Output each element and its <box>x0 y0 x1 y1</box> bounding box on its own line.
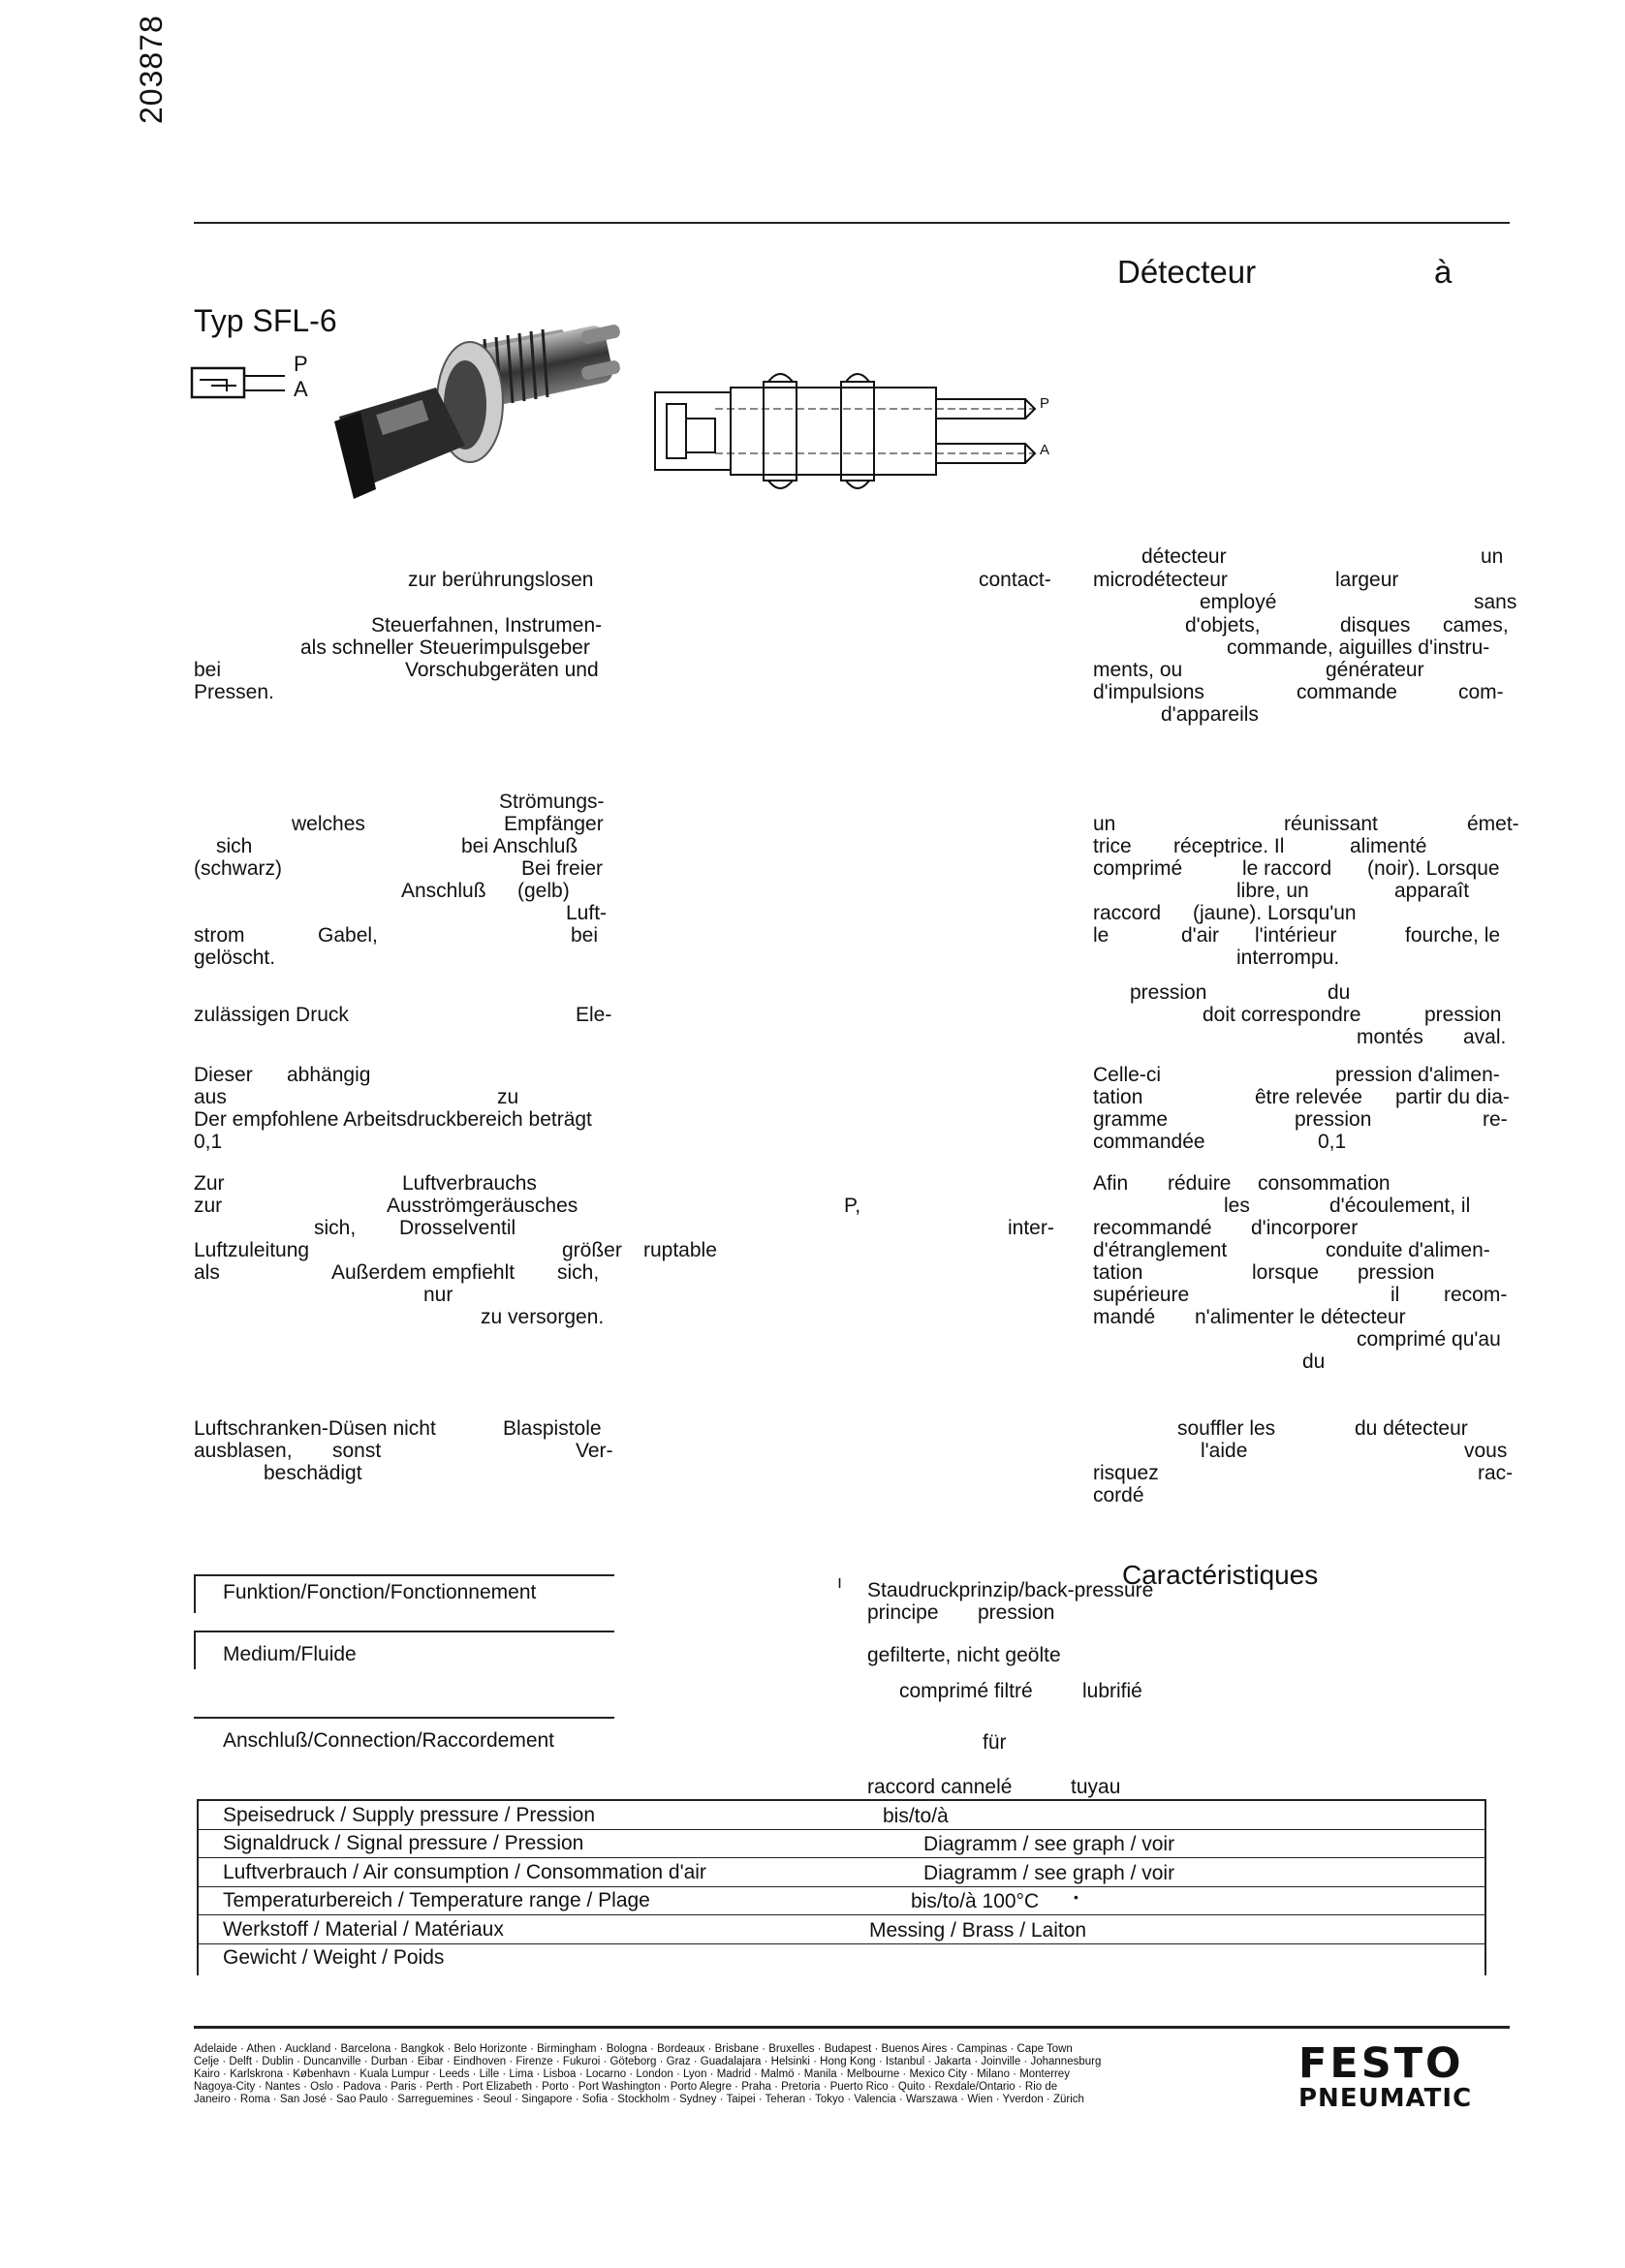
s5-fr-10: tation <box>1093 1261 1143 1284</box>
s2-de-1: Strömungs- <box>499 791 605 813</box>
s3-fr-5: montés <box>1357 1026 1423 1048</box>
s1-fr-12: générateur <box>1326 659 1424 681</box>
s5-fr-4: les <box>1224 1195 1250 1217</box>
char-value-medium-2: comprimé filtré <box>899 1680 1033 1702</box>
table-label-air: Luftverbrauch / Air consumption / Consommation d'air <box>223 1861 706 1883</box>
s1-fr-2: un <box>1481 545 1504 568</box>
s6-de-4: sonst <box>332 1440 382 1462</box>
s4-de-4: zu <box>497 1086 519 1108</box>
s5-en-1: P, <box>844 1195 861 1217</box>
s2-fr-7: comprimé <box>1093 857 1183 880</box>
s5-fr-17: n'alimenter le détecteur <box>1195 1306 1406 1328</box>
s5-fr-8: d'étranglement <box>1093 1239 1228 1261</box>
upper-mark: ı <box>837 1572 843 1592</box>
s1-de-6: Pressen. <box>194 681 274 703</box>
char-value-connection-3: tuyau <box>1071 1776 1121 1798</box>
table-rule-4 <box>197 1914 1485 1915</box>
s5-de-11: sich, <box>557 1261 600 1284</box>
s3-fr-1: pression <box>1130 981 1207 1004</box>
table-label-material: Werkstoff / Material / Matériaux <box>223 1918 504 1941</box>
s5-fr-16: mandé <box>1093 1306 1156 1328</box>
s6-fr-6: rac- <box>1478 1462 1514 1484</box>
drawing-port-a: A <box>1040 442 1050 458</box>
s1-fr-8: disques <box>1340 614 1411 637</box>
table-label-supply: Speisedruck / Supply pressure / Pression <box>223 1804 596 1826</box>
s2-de-3: Empfänger <box>504 813 604 835</box>
s3-fr-4: pression <box>1424 1004 1502 1026</box>
s3-de-1: zulässigen Druck <box>194 1004 349 1026</box>
s2-de-7: Bei freier <box>521 857 604 880</box>
s5-de-8: größer <box>562 1239 622 1261</box>
s2-de-2: welches <box>292 813 365 835</box>
s5-de-7: Luftzuleitung <box>194 1239 310 1261</box>
s6-fr-7: cordé <box>1093 1484 1144 1507</box>
s3-fr-2: du <box>1328 981 1351 1004</box>
s1-de-4: bei <box>194 659 222 681</box>
s2-de-4: sich <box>216 835 253 857</box>
s1-fr-14: commande <box>1297 681 1397 703</box>
char-value-function-1: Staudruckprinzip/back-pressure <box>867 1579 1154 1601</box>
s1-fr-15: com- <box>1458 681 1504 703</box>
s4-de-1: Dieser <box>194 1064 253 1086</box>
s2-de-12: Gabel, <box>318 924 378 947</box>
s1-fr-16: d'appareils <box>1161 703 1259 726</box>
upper-rule-1 <box>194 1574 614 1576</box>
s4-de-3: aus <box>194 1086 227 1108</box>
s2-fr-15: d'air <box>1181 924 1220 947</box>
cities-line-2: Celje · Delft · Dublin · Duncanville · Durban · Eibar · Eindhoven · Firenze · Fukuroi · Göteborg · Graz · Guadalajara · Helsinki · Hong Kong · Istanbul · Jakarta · Joinville · Johannesburg <box>194 2056 1102 2067</box>
s5-fr-3: consommation <box>1258 1172 1391 1195</box>
s5-de-3: zur <box>194 1195 223 1217</box>
s4-fr-4: être relevée <box>1255 1086 1362 1108</box>
table-value-air: Diagramm / see graph / voir <box>923 1862 1175 1884</box>
upper-left-tick-2 <box>194 1631 196 1669</box>
s5-en-2: inter- <box>1008 1217 1054 1239</box>
footer-rule <box>194 2026 1510 2029</box>
s3-de-2: Ele- <box>576 1004 612 1026</box>
s2-fr-18: interrompu. <box>1236 947 1340 969</box>
cities-line-1: Adelaide · Athen · Auckland · Barcelona · Bangkok · Belo Horizonte · Birmingham · Bologna · Bordeaux · Brisbane · Bruxelles · Budapest · Buenos Aires · Campinas · Cape Town <box>194 2043 1073 2055</box>
s2-fr-9: (noir). Lorsque <box>1367 857 1500 880</box>
s4-fr-7: pression <box>1295 1108 1372 1131</box>
upper-rule-3 <box>194 1717 614 1719</box>
s2-de-9: (gelb) <box>517 880 570 902</box>
char-value-function-2: principe <box>867 1601 939 1624</box>
s2-de-6: (schwarz) <box>194 857 283 880</box>
s3-fr-3: doit correspondre <box>1203 1004 1361 1026</box>
s2-fr-3: émet- <box>1467 813 1519 835</box>
s2-de-5: bei Anschluß <box>461 835 578 857</box>
s4-de-6: 0,1 <box>194 1131 223 1153</box>
s4-fr-6: gramme <box>1093 1108 1169 1131</box>
s5-fr-1: Afin <box>1093 1172 1129 1195</box>
s2-fr-17: fourche, le <box>1405 924 1501 947</box>
s1-de-2: Steuerfahnen, Instrumen- <box>371 614 603 637</box>
table-value-supply: bis/to/à <box>883 1805 949 1827</box>
s1-fr-11: ments, ou <box>1093 659 1183 681</box>
sensor-photo-icon <box>320 310 630 513</box>
s6-de-1: Luftschranken-Düsen nicht <box>194 1417 436 1440</box>
drawing-port-p: P <box>1040 395 1050 412</box>
s5-fr-14: il <box>1391 1284 1400 1306</box>
char-label-connection: Anschluß/Connection/Raccordement <box>223 1729 555 1752</box>
s5-fr-7: d'incorporer <box>1251 1217 1359 1239</box>
s6-de-2: Blaspistole <box>503 1417 602 1440</box>
s6-fr-3: l'aide <box>1201 1440 1248 1462</box>
s1-fr-5: employé <box>1200 591 1277 613</box>
s2-fr-6: alimenté <box>1350 835 1427 857</box>
s6-de-6: beschädigt <box>264 1462 362 1484</box>
s4-de-5: Der empfohlene Arbeitsdruckbereich beträgt <box>194 1108 592 1131</box>
s5-fr-2: réduire <box>1168 1172 1232 1195</box>
s4-fr-3: tation <box>1093 1086 1143 1108</box>
s5-de-2: Luftverbrauchs <box>402 1172 537 1195</box>
s1-fr-10: commande, aiguilles d'instru- <box>1227 637 1490 659</box>
upper-left-tick-1 <box>194 1574 196 1613</box>
title-fr: Détecteur <box>1117 254 1257 290</box>
s4-fr-5: partir du dia- <box>1395 1086 1510 1108</box>
s6-fr-2: du détecteur <box>1355 1417 1468 1440</box>
s4-fr-10: 0,1 <box>1318 1131 1347 1153</box>
cities-line-3: Kairo · Karlskrona · København · Kuala Lumpur · Leeds · Lille · Lima · Lisboa · Locarno · London · Lyon · Madrid · Malmö · Manila · Melbourne · Mexico City · Milano · Monterrey <box>194 2068 1070 2080</box>
s2-fr-14: le <box>1093 924 1109 947</box>
s4-fr-2: pression d'alimen- <box>1335 1064 1500 1086</box>
s1-fr-3: microdétecteur <box>1093 569 1228 591</box>
char-label-function: Funktion/Fonction/Fonctionnement <box>223 1581 537 1603</box>
s4-fr-9: commandée <box>1093 1131 1205 1153</box>
s2-fr-10: libre, un <box>1236 880 1309 902</box>
s4-fr-8: re- <box>1483 1108 1508 1131</box>
s2-fr-1: un <box>1093 813 1116 835</box>
s1-fr-13: d'impulsions <box>1093 681 1204 703</box>
table-value-signal: Diagramm / see graph / voir <box>923 1833 1175 1855</box>
char-label-medium: Medium/Fluide <box>223 1643 357 1665</box>
pneumatic-logo: PNEUMATIC <box>1298 2084 1473 2113</box>
s2-fr-5: réceptrice. Il <box>1173 835 1285 857</box>
s1-fr-9: cames, <box>1443 614 1509 637</box>
s6-fr-4: vous <box>1464 1440 1508 1462</box>
s5-fr-11: lorsque <box>1252 1261 1319 1284</box>
char-value-connection-1: für <box>983 1731 1007 1754</box>
s5-de-4: Ausströmgeräusches <box>387 1195 578 1217</box>
s5-fr-19: du <box>1302 1351 1326 1373</box>
s1-de-5: Vorschubgeräten und <box>405 659 599 681</box>
s5-fr-18: comprimé qu'au <box>1357 1328 1501 1351</box>
s1-de-1: zur berührungslosen <box>408 569 594 591</box>
s2-de-14: gelöscht. <box>194 947 276 969</box>
s6-fr-1: souffler les <box>1177 1417 1276 1440</box>
s6-de-3: ausblasen, <box>194 1440 293 1462</box>
table-top-rule <box>197 1799 1485 1801</box>
s5-de-9: als <box>194 1261 220 1284</box>
cities-line-4: Nagoya-City · Nantes · Oslo · Padova · Paris · Perth · Port Elizabeth · Porto · Port Washington · Porto Alegre · Praha · Pretoria · Puerto Rico · Quito · Rexdale/Ontario · Rio de <box>194 2081 1058 2093</box>
s3-fr-6: aval. <box>1463 1026 1507 1048</box>
s4-fr-1: Celle-ci <box>1093 1064 1162 1086</box>
festo-logo: FESTO <box>1298 2039 1464 2088</box>
s2-de-13: bei <box>571 924 599 947</box>
s5-de-10: Außerdem empfiehlt <box>331 1261 516 1284</box>
symbol-port-p: P <box>294 352 308 376</box>
s2-fr-2: réunissant <box>1284 813 1378 835</box>
upper-rule-2 <box>194 1631 614 1632</box>
table-right-border <box>1484 1799 1486 1975</box>
s5-fr-5: d'écoulement, il <box>1329 1195 1471 1217</box>
char-value-function-3: pression <box>978 1601 1055 1624</box>
s1-fr-7: d'objets, <box>1185 614 1261 637</box>
s4-de-2: abhängig <box>287 1064 371 1086</box>
char-value-connection-2: raccord cannelé <box>867 1776 1013 1798</box>
symbol-port-a: A <box>294 377 308 401</box>
s5-fr-6: recommandé <box>1093 1217 1212 1239</box>
s5-de-1: Zur <box>194 1172 225 1195</box>
title-fr-a: à <box>1434 254 1453 290</box>
s5-de-13: zu versorgen. <box>481 1306 605 1328</box>
s2-fr-12: raccord <box>1093 902 1162 924</box>
s2-fr-13: (jaune). Lorsqu'un <box>1193 902 1357 924</box>
characteristics-heading: Caractéristiques <box>1122 1560 1319 1590</box>
s2-fr-8: le raccord <box>1242 857 1332 880</box>
s2-de-8: Anschluß <box>401 880 486 902</box>
s6-fr-5: risquez <box>1093 1462 1159 1484</box>
s2-fr-11: apparaît <box>1394 880 1470 902</box>
s2-fr-16: l'intérieur <box>1255 924 1337 947</box>
type-label: Typ SFL-6 <box>194 303 337 338</box>
s5-de-5: sich, <box>314 1217 357 1239</box>
s5-en-3: ruptable <box>643 1239 717 1261</box>
s5-fr-15: recom- <box>1444 1284 1508 1306</box>
s5-fr-12: pression <box>1358 1261 1435 1284</box>
s1-en-1: contact- <box>979 569 1051 591</box>
s1-fr-6: sans <box>1474 591 1517 613</box>
s5-de-12: nur <box>423 1284 453 1306</box>
table-rule-2 <box>197 1857 1485 1858</box>
s6-de-5: Ver- <box>576 1440 613 1462</box>
table-left-border <box>197 1799 199 1975</box>
temperature-mark: • <box>1074 1889 1078 1905</box>
s5-de-6: Drosselventil <box>399 1217 516 1239</box>
table-value-material: Messing / Brass / Laiton <box>869 1919 1087 1942</box>
char-value-medium-3: lubrifié <box>1082 1680 1142 1702</box>
s2-fr-4: trice <box>1093 835 1132 857</box>
s2-de-10: Luft- <box>566 902 608 924</box>
char-value-medium-1: gefilterte, nicht geölte <box>867 1644 1061 1666</box>
table-value-temperature: bis/to/à 100°C <box>911 1890 1040 1912</box>
table-label-temperature: Temperaturbereich / Temperature range / Plage <box>223 1889 650 1911</box>
s1-de-3: als schneller Steuerimpulsgeber <box>300 637 590 659</box>
header-rule <box>194 222 1510 224</box>
s5-fr-13: supérieure <box>1093 1284 1190 1306</box>
s1-fr-4: largeur <box>1335 569 1399 591</box>
s1-fr-1: détecteur <box>1141 545 1227 568</box>
s5-fr-9: conduite d'alimen- <box>1326 1239 1490 1261</box>
technical-drawing-icon <box>647 360 1045 506</box>
table-label-signal: Signaldruck / Signal pressure / Pression <box>223 1832 584 1854</box>
cities-line-5: Janeiro · Roma · San José · Sao Paulo · Sarreguemines · Seoul · Singapore · Sofia · Stockholm · Sydney · Taipei · Teheran · Tokyo · Valencia · Warszawa · Wien · Yverdon · Zürich <box>194 2094 1084 2105</box>
table-label-weight: Gewicht / Weight / Poids <box>223 1946 445 1969</box>
s2-de-11: strom <box>194 924 245 947</box>
document-number: 203878 <box>134 15 169 124</box>
